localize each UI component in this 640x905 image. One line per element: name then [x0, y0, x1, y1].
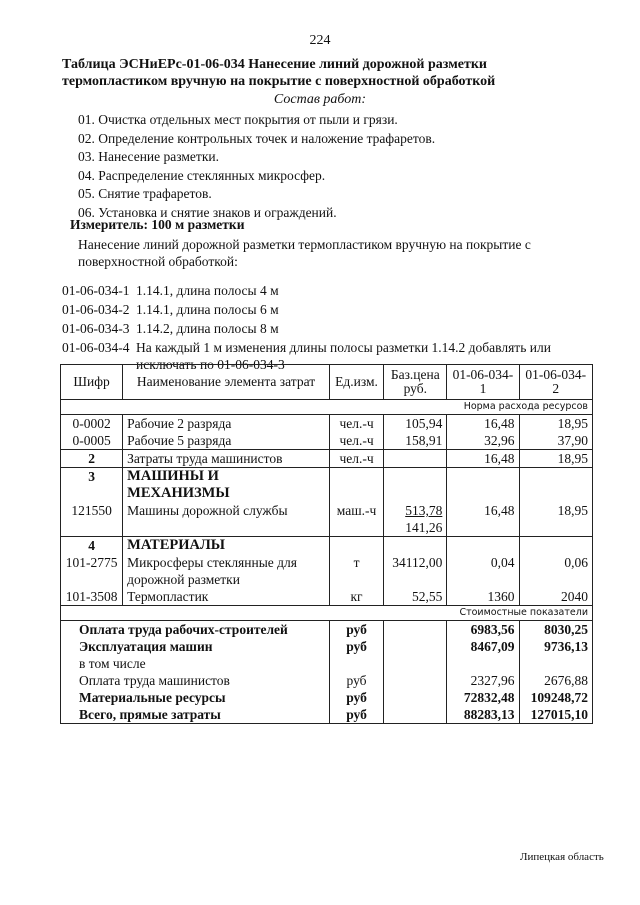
summary-row [61, 621, 593, 639]
table-row [61, 519, 593, 537]
variant-text: 1.14.1, длина полосы 6 м [136, 302, 279, 317]
table-row [61, 502, 593, 519]
summary-row [61, 689, 593, 706]
cell-variant-2: 18,95 [519, 415, 592, 433]
cell-code: 0-0002 [61, 415, 123, 433]
cell-base-price: 34112,00 [384, 554, 447, 588]
cell-name: Рабочие 5 разряда [123, 432, 330, 450]
cell-unit: чел.-ч [329, 415, 383, 433]
summary-variant-1: 72832,48 [447, 689, 519, 706]
summary-variant-2: 9736,13 [519, 638, 592, 655]
cell-base-price [384, 450, 447, 468]
summary-row [61, 655, 593, 672]
variant-code: 01-06-034-4 [62, 340, 130, 355]
norm-caption-row [61, 400, 593, 415]
cell-code: 0-0005 [61, 432, 123, 450]
cell-variant-2: 0,06 [519, 554, 592, 588]
header-code: Шифр [61, 365, 123, 400]
header-variant-2: 01-06-034-2 [519, 365, 592, 400]
table-row [61, 588, 593, 606]
table-row [61, 450, 593, 468]
cost-caption: Стоимостные показатели [61, 606, 593, 621]
work-item: 01. Очистка отдельных мест покрытия от пыли и грязи. [78, 112, 398, 127]
cost-table [60, 364, 593, 724]
summary-variant-1: 6983,56 [447, 621, 519, 639]
section-number: 3 [61, 468, 123, 503]
work-item: 02. Определение контрольных точек и наложение трафаретов. [78, 130, 436, 146]
table-row [61, 415, 593, 433]
section-number: 4 [61, 537, 123, 555]
cell-variant-2: 18,95 [519, 450, 592, 468]
cell-variant-2: 37,90 [519, 432, 592, 450]
summary-variant-1: 8467,09 [447, 638, 519, 655]
summary-label: Всего, прямые затраты [61, 706, 330, 724]
cell-name: Микросферы стеклянные для дорожной разметки [123, 554, 330, 588]
cell-unit: кг [329, 588, 383, 606]
page-number: 224 [309, 33, 331, 48]
cell-variant-1: 16,48 [447, 415, 519, 433]
header-unit: Ед.изм. [329, 365, 383, 400]
summary-variant-2: 109248,72 [519, 689, 592, 706]
summary-label: в том числе [61, 655, 330, 672]
cell-code: 101-2775 [61, 554, 123, 588]
variant-code: 01-06-034-3 [62, 321, 130, 336]
header-base-price: Баз.цена руб. [384, 365, 447, 400]
variant-item [62, 282, 606, 299]
norm-caption: Норма расхода ресурсов [61, 400, 593, 415]
cell-base-price: 513,78 [384, 502, 447, 519]
work-item: 06. Установка и снятие знаков и ограждений. [78, 204, 337, 220]
description: Нанесение линий дорожной разметки термопластиком вручную на покрытие с поверхностной обработкой: [78, 237, 531, 269]
cell-variant-1: 1360 [447, 588, 519, 606]
summary-unit [329, 655, 383, 672]
cell-base-price: 105,94 [384, 415, 447, 433]
summary-label: Оплата труда машинистов [61, 672, 330, 689]
header-variant-1: 01-06-034-1 [447, 365, 519, 400]
cell-base-price-driver-wage: 141,26 [384, 519, 447, 537]
cell-name: Термопластик [123, 588, 330, 606]
variant-text: 1.14.1, длина полосы 4 м [136, 283, 279, 298]
cell-variant-2: 18,95 [519, 502, 592, 519]
summary-variant-2 [519, 655, 592, 672]
variant-text: 1.14.2, длина полосы 8 м [136, 321, 279, 336]
cell-base-price: 52,55 [384, 588, 447, 606]
variant-code: 01-06-034-1 [62, 283, 130, 298]
summary-row [61, 672, 593, 689]
works-subtitle: Состав работ: [273, 92, 367, 107]
summary-label: Оплата труда рабочих-строителей [61, 621, 330, 639]
summary-variant-1: 2327,96 [447, 672, 519, 689]
cell-name: Рабочие 2 разряда [123, 415, 330, 433]
cell-variant-2: 2040 [519, 588, 592, 606]
summary-row [61, 706, 593, 724]
section-header-row [61, 468, 593, 503]
variants-list [62, 282, 606, 375]
summary-unit: руб [329, 638, 383, 655]
section-header-row [61, 537, 593, 555]
summary-unit: руб [329, 689, 383, 706]
summary-label: Материальные ресурсы [61, 689, 330, 706]
cell-unit: чел.-ч [329, 450, 383, 468]
meter-label: Измеритель: 100 м разметки [70, 217, 245, 232]
footer-region: Липецкая область [520, 851, 604, 863]
cell-variant-1: 16,48 [447, 450, 519, 468]
summary-unit: руб [329, 621, 383, 639]
cell-code: 121550 [61, 502, 123, 519]
variant-text: На каждый 1 м изменения длины полосы разметки 1.14.2 добавлять или исключать по 01-06-034-3 [136, 340, 551, 372]
table-title: Таблица ЭСНиЕРс-01-06-034 Нанесение линий дорожной разметки термопластиком вручную на покрытие с поверхностной обработкой [62, 57, 496, 89]
works-list [78, 111, 435, 222]
cell-variant-1: 16,48 [447, 502, 519, 519]
variant-code: 01-06-034-2 [62, 302, 130, 317]
cell-variant-1: 32,96 [447, 432, 519, 450]
cell-unit: т [329, 554, 383, 588]
summary-variant-1: 88283,13 [447, 706, 519, 724]
cell-unit: маш.-ч [329, 502, 383, 519]
table-row [61, 432, 593, 450]
cell-name: Машины дорожной службы [123, 502, 330, 519]
variant-item [62, 320, 606, 337]
cell-base-price: 158,91 [384, 432, 447, 450]
work-item: 03. Нанесение разметки. [78, 149, 219, 164]
cell-name: Затраты труда машинистов [123, 450, 330, 468]
header-name: Наименование элемента затрат [123, 365, 330, 400]
table-row [61, 554, 593, 588]
summary-unit: руб [329, 706, 383, 724]
summary-variant-2: 127015,10 [519, 706, 592, 724]
cell-code: 2 [61, 450, 123, 468]
variant-item [62, 301, 606, 318]
section-title: МАТЕРИАЛЫ [123, 537, 330, 555]
cell-unit: чел.-ч [329, 432, 383, 450]
cost-caption-row [61, 606, 593, 621]
summary-variant-2: 8030,25 [519, 621, 592, 639]
cell-code: 101-3508 [61, 588, 123, 606]
table-header-row [61, 365, 593, 400]
work-item: 05. Снятие трафаретов. [78, 186, 212, 201]
summary-variant-1 [447, 655, 519, 672]
work-item: 04. Распределение стеклянных микросфер. [78, 167, 326, 183]
summary-label: Эксплуатация машин [61, 638, 330, 655]
section-title: МАШИНЫ И МЕХАНИЗМЫ [123, 468, 330, 503]
summary-unit: руб [329, 672, 383, 689]
cell-variant-1: 0,04 [447, 554, 519, 588]
summary-variant-2: 2676,88 [519, 672, 592, 689]
summary-row [61, 638, 593, 655]
